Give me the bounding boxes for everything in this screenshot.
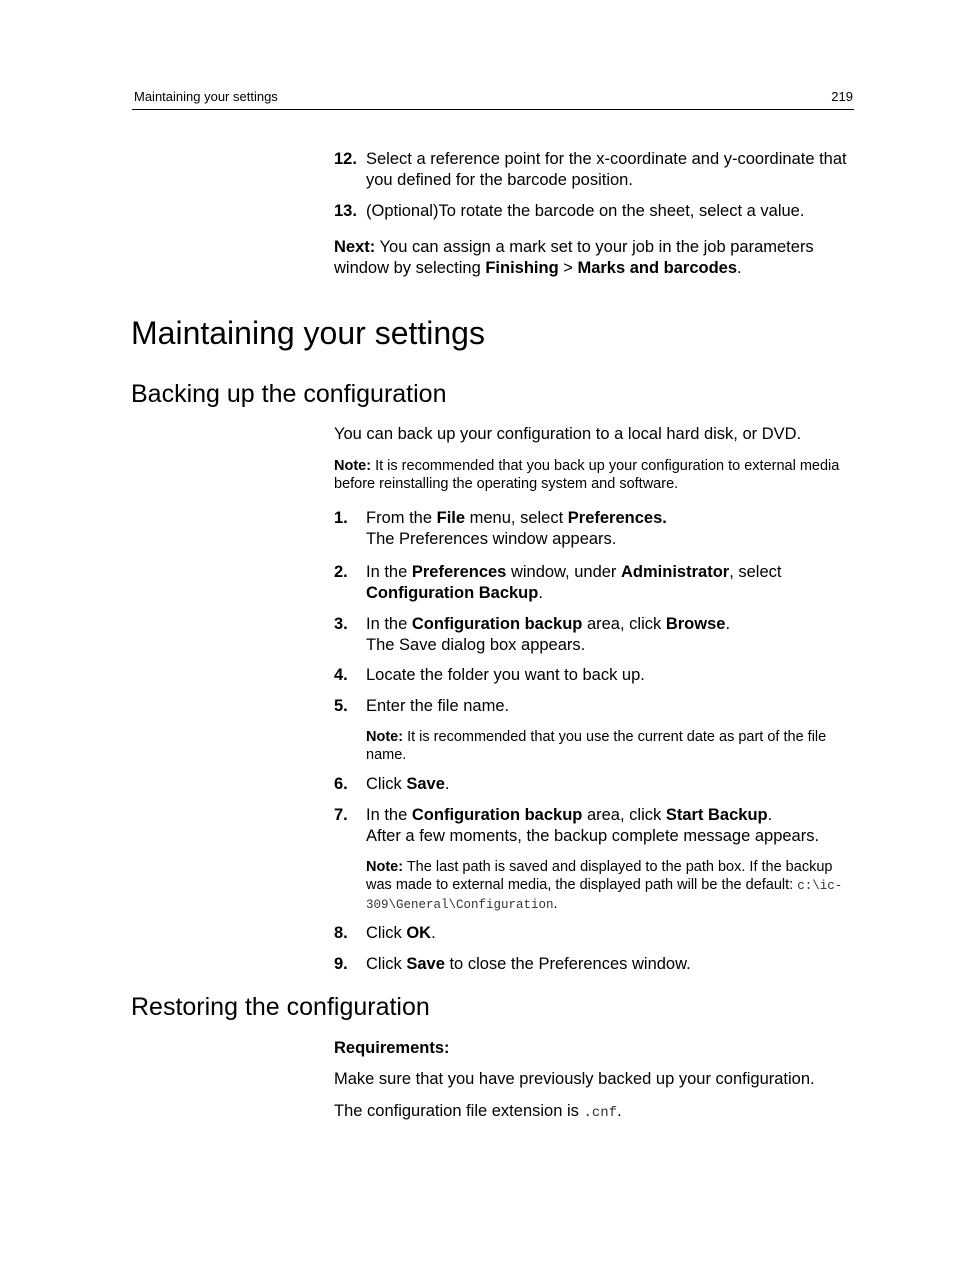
step-number: 4. [334, 666, 348, 684]
restore-heading: Restoring the configuration [131, 993, 430, 1021]
step-text: Click Save to close the Preferences window. [366, 955, 691, 973]
page-number: 219 [831, 89, 853, 104]
note-label: Note: [366, 859, 404, 875]
step-text: Select a reference point for the x-coordinate and y-coordinate that you defined for the barcode position. [366, 150, 847, 189]
step-result: The Save dialog box appears. [366, 636, 586, 654]
backup-intro: You can back up your configuration to a local hard disk, or DVD. [334, 425, 802, 443]
menu-marks-and-barcodes: Marks and barcodes [577, 259, 738, 277]
note-label: Note: [366, 729, 404, 745]
note-label: Note: [334, 458, 372, 474]
default-path: c:\ic-309\General\Configuration [366, 879, 843, 912]
step-number: 7. [334, 806, 348, 824]
step-number: 3. [334, 615, 348, 633]
step-text: In the Preferences window, under Administrator, select Configuration Backup. [366, 563, 782, 602]
extension-paragraph: The configuration file extension is .cnf. [334, 1102, 622, 1121]
extension-code: .cnf [583, 1105, 618, 1121]
step-number: 6. [334, 775, 348, 793]
step-number: 13. [334, 202, 357, 220]
note-text: The last path is saved and displayed to the path box. If the backup was made to external media, the displayed path will be the default: [366, 859, 833, 893]
step-number: 8. [334, 924, 348, 942]
step-text: Click Save. [366, 775, 450, 793]
menu-finishing: Finishing [485, 259, 559, 277]
note-text: It is recommended that you back up your configuration to external media before reinstalling the operating system and software. [334, 458, 840, 492]
step-result: The Preferences window appears. [366, 530, 617, 548]
step-text: In the Configuration backup area, click Browse. The Save dialog box appears. [366, 615, 731, 654]
backup-note [334, 457, 854, 493]
running-header [132, 89, 854, 110]
step-5-note [366, 728, 854, 764]
step-number: 5. [334, 697, 348, 715]
next-paragraph [334, 237, 854, 279]
next-text: You can assign a mark set to your job in the job parameters window by selecting [334, 238, 814, 277]
step-number: 2. [334, 563, 348, 581]
requirements-label: Requirements: [334, 1039, 450, 1057]
step-result: After a few moments, the backup complete message appears. [366, 827, 820, 845]
header-section-title: Maintaining your settings [134, 89, 278, 104]
page-title: Maintaining your settings [131, 315, 485, 351]
next-end: . [737, 259, 742, 277]
step-number: 1. [334, 509, 348, 527]
step-number: 12. [334, 150, 357, 168]
note-text: It is recommended that you use the current date as part of the file name. [366, 729, 827, 763]
step-text: Click OK. [366, 924, 436, 942]
step-7-note: Note: The last path is saved and displayed to the path box. If the backup was made to external media, the displayed path will be the default: c:\ic-309\General\Configuration. [366, 859, 843, 912]
step-text: From the File menu, select Preferences. The Preferences window appears. [366, 509, 667, 548]
next-label: Next: [334, 238, 376, 256]
requirements-text: Make sure that you have previously backed up your configuration. [334, 1070, 815, 1088]
step-text: In the Configuration backup area, click Start Backup. After a few moments, the backup complete message appears. [366, 806, 820, 845]
backup-heading: Backing up the configuration [131, 380, 447, 408]
step-text: Locate the folder you want to back up. [366, 666, 645, 684]
menu-separator: > [558, 259, 578, 277]
step-number: 9. [334, 955, 348, 973]
step-text: (Optional)To rotate the barcode on the sheet, select a value. [366, 202, 805, 220]
step-text: Enter the file name. [366, 697, 510, 715]
